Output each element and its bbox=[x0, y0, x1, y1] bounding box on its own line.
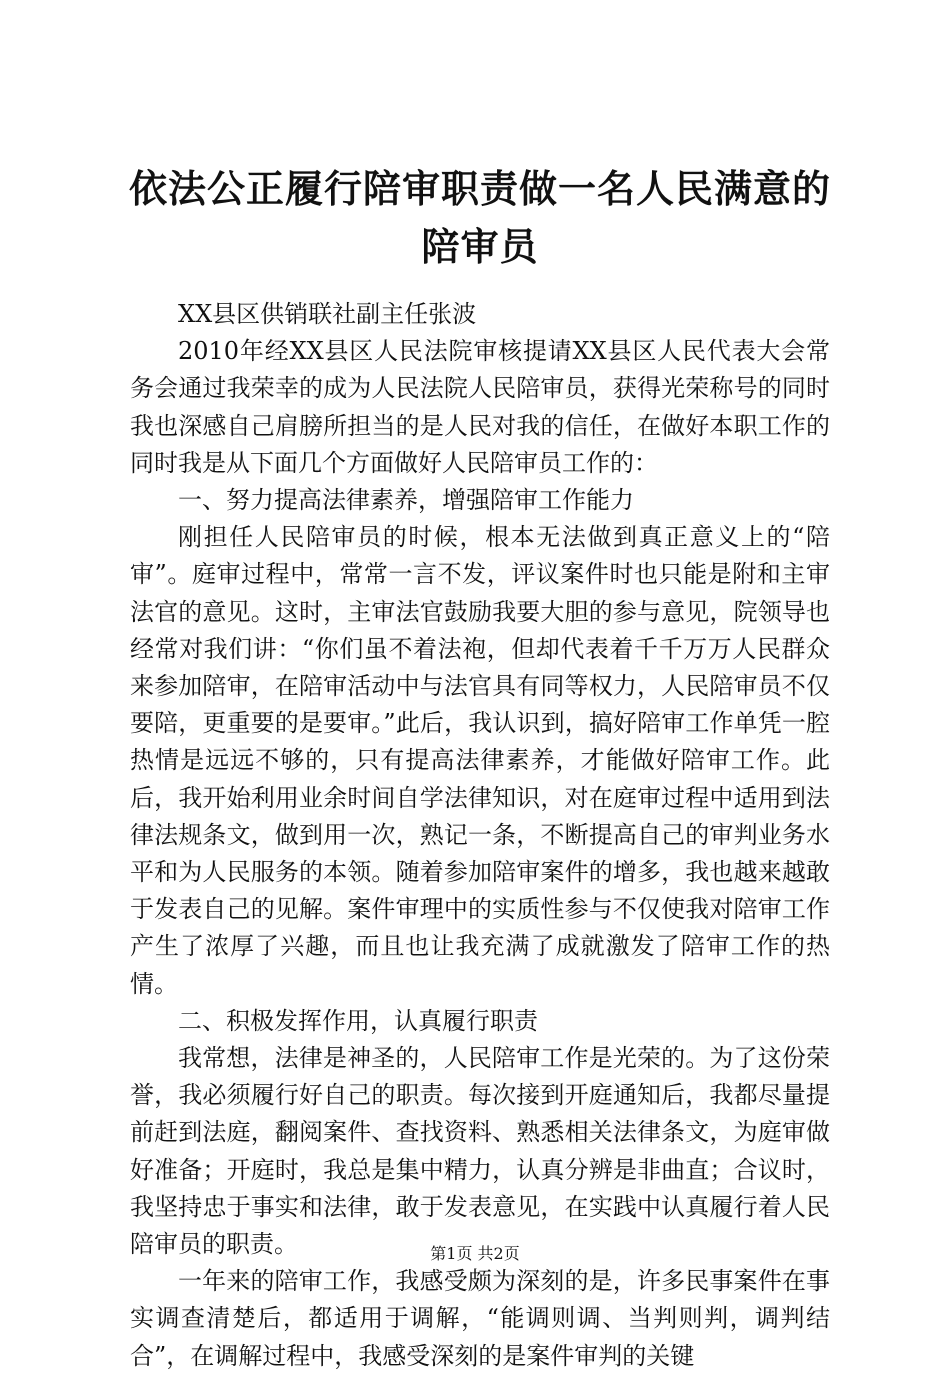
document-title: 依法公正履行陪审职责做一名人民满意的陪审员 bbox=[128, 167, 831, 269]
document-body bbox=[130, 296, 830, 1375]
page-number-footer: 第1页 共2页 bbox=[430, 1244, 520, 1263]
section-heading-1: 一、努力提高法律素养，增强陪审工作能力 bbox=[178, 486, 634, 515]
paragraph-section-1: 刚担任人民陪审员的时候，根本无法做到真正意义上的“陪审”。庭审过程中，常常一言不发，评议案件时也只能是附和主审法官的意见。这时，主审法官鼓励我要大胆的参与意见，院领导也经常对我们讲：“你们虽不着法袍，但却代表着千千万万人民群众来参加陪审，在陪审活动中与法官具有同等权力，人民陪审员不仅要陪，更重要的是要审。”此后，我认识到，搞好陪审工作单凭一腔热情是远远不够的，只有提高法律素养，才能做好陪审工作。此后，我开始利用业余时间自学法律知识，对在庭审过程中适用到法律法规条文，做到用一次，熟记一条，不断提高自己的审判业务水平和为人民服务的本领。随着参加陪审案件的增多，我也越来越敢于发表自己的见解。案件审理中的实质性参与不仅使我对陪审工作产生了浓厚了兴趣，而且也让我充满了成就激发了陪审工作的热情。 bbox=[130, 523, 830, 998]
paragraph-section-2b: 一年来的陪审工作，我感受颇为深刻的是，许多民事案件在事实调查清楚后，都适用于调解，“能调则调、当判则判，调判结合”，在调解过程中，我感受深刻的是案件审判的关键 bbox=[130, 1267, 830, 1370]
author-line: XX县区供销联社副主任张波 bbox=[178, 300, 477, 328]
paragraph-intro: 2010年经XX县区人民法院审核提请XX县区人民代表大会常务会通过我荣幸的成为人民法院人民陪审员，获得光荣称号的同时我也深感自己肩膀所担当的是人民对我的信任，在做好本职工作的同时我是从下面几个方面做好人民陪审员工作的： bbox=[130, 337, 830, 477]
paragraph-section-2: 我常想，法律是神圣的，人民陪审工作是光荣的。为了这份荣誉，我必须履行好自己的职责。每次接到开庭通知后，我都尽量提前赶到法庭，翻阅案件、查找资料、熟悉相关法律条文，为庭审做好准备；开庭时，我总是集中精力，认真分辨是非曲直；合议时，我坚持忠于事实和法律，敢于发表意见，在实践中认真履行着人民陪审员的职责。 bbox=[130, 1044, 830, 1259]
section-heading-2: 二、积极发挥作用，认真履行职责 bbox=[178, 1006, 538, 1035]
